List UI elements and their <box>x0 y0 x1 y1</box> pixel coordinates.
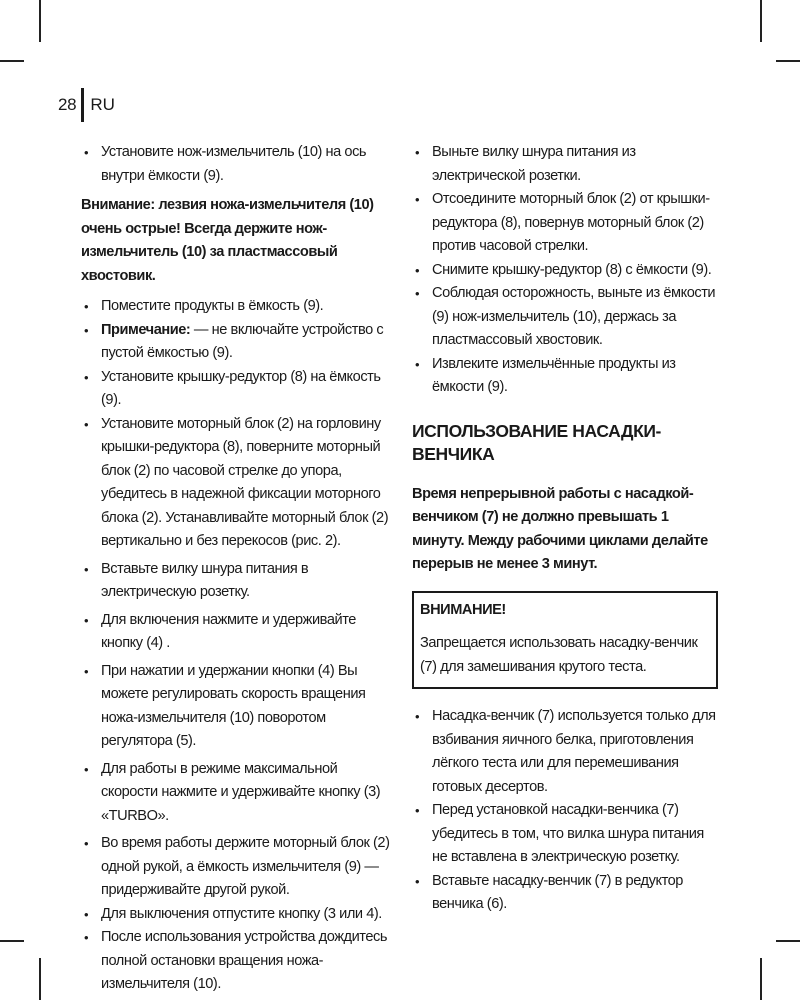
warning-box-title: ВНИМАНИЕ! <box>420 601 506 618</box>
list-item <box>81 926 392 997</box>
list-item: • Перед установкой насадки-венчика (7) убедитесь в том, что вилка шнура питания не вставлена в электрическую розетку. <box>412 799 718 870</box>
list-item: • Соблюдая осторожность, выньте из ёмкости (9) нож-измельчитель (10), держась за пластмассовый хвостовик. <box>412 282 718 353</box>
list-item-text: Для выключения отпустите кнопку (3 или 4). <box>101 905 382 922</box>
crop-mark <box>760 958 762 1000</box>
right-bottom-list <box>412 705 718 917</box>
list-item: • Извлеките измельчённые продукты из ёмкости (9). <box>412 353 718 400</box>
language-code: RU <box>90 95 115 114</box>
list-item-text: — не включайте устройство с пустой ёмкостью (9). <box>101 321 384 361</box>
list-item <box>81 366 392 413</box>
list-item-text: При нажатии и удержании кнопки (4) Вы можете регулировать скорость вращения ножа-измельчителя (10) поворотом регулятора (5). <box>101 662 366 749</box>
list-item <box>81 295 392 319</box>
warning-box <box>412 591 718 690</box>
crop-mark <box>760 0 762 42</box>
list-item-text: Для включения нажмите и удерживайте кнопку (4) . <box>101 611 356 651</box>
right-column <box>412 141 718 917</box>
list-item: • Насадка-венчик (7) используется только для взбивания яичного белка, приготовления лёгкого теста или для перемешивания готовых десертов. <box>412 705 718 799</box>
list-item-text: Установите крышку-редуктор (8) на ёмкость (9). <box>101 368 381 408</box>
list-item: • Снимите крышку-редуктор (8) с ёмкости (9). <box>412 259 718 283</box>
list-item <box>81 609 392 656</box>
crop-mark <box>776 940 800 942</box>
list-item <box>81 558 392 605</box>
list-item <box>81 758 392 829</box>
crop-mark <box>0 60 24 62</box>
list-item: • Отсоедините моторный блок (2) от крышки-редуктора (8), повернув моторный блок (2) против часовой стрелки. <box>412 188 718 259</box>
list-item-text: Во время работы держите моторный блок (2) одной рукой, а ёмкость измельчителя (9) — придерживайте другой рукой. <box>101 835 390 898</box>
section-title: ИСПОЛЬЗОВАНИЕ НАСАДКИ-ВЕНЧИКА <box>412 420 661 464</box>
list-item-text: Поместите продукты в ёмкость (9). <box>101 298 324 314</box>
blade-warning: Внимание: лезвия ножа-измельчителя (10) очень острые! Всегда держите нож-измельчитель (10) за пластмассовый хвостовик. <box>81 197 374 284</box>
crop-mark <box>39 958 41 1000</box>
list-item-text: После использования устройства дождитесь полной остановки вращения ножа-измельчителя (10). <box>101 929 388 992</box>
note-label: Примечание: <box>101 321 191 338</box>
left-top-list <box>81 141 392 188</box>
list-item <box>81 660 392 754</box>
list-item: • Выньте вилку шнура питания из электрической розетки. <box>412 141 718 188</box>
crop-mark <box>776 60 800 62</box>
crop-mark <box>39 0 41 42</box>
page-number: 28 <box>58 95 77 114</box>
list-item <box>81 832 392 903</box>
list-item-text: Для работы в режиме максимальной скорости нажмите и удерживайте кнопку (3) «TURBO». <box>101 760 381 824</box>
warning-box-text: Запрещается использовать насадку-венчик (7) для замешивания крутого теста. <box>420 635 698 675</box>
section-intro: Время непрерывной работы с насадкой-венчиком (7) не должно превышать 1 минуту. Между рабочими циклами делайте перерыв не менее 3 минут. <box>412 485 708 572</box>
left-column <box>81 141 392 997</box>
list-item <box>81 903 392 927</box>
list-item <box>81 319 392 366</box>
list-item: • Вставьте насадку-венчик (7) в редуктор венчика (6). <box>412 870 718 917</box>
page-header <box>58 88 115 122</box>
right-top-list <box>412 141 718 400</box>
list-item: • Установите нож-измельчитель (10) на ось внутри ёмкости (9). <box>81 141 392 188</box>
list-item-text: Установите моторный блок (2) на горловину крышки-редуктора (8), поверните моторный блок (2) по часовой стрелке до упора, убедитесь в надежной фиксации моторного блока (2). Устанавливайте моторный блок (2) вертикально и без перекосов (рис. 2). <box>101 415 389 549</box>
crop-mark <box>0 940 24 942</box>
list-item <box>81 413 392 554</box>
left-main-list <box>81 295 392 997</box>
header-divider <box>81 88 84 122</box>
list-item-text: Вставьте вилку шнура питания в электрическую розетку. <box>101 560 309 600</box>
